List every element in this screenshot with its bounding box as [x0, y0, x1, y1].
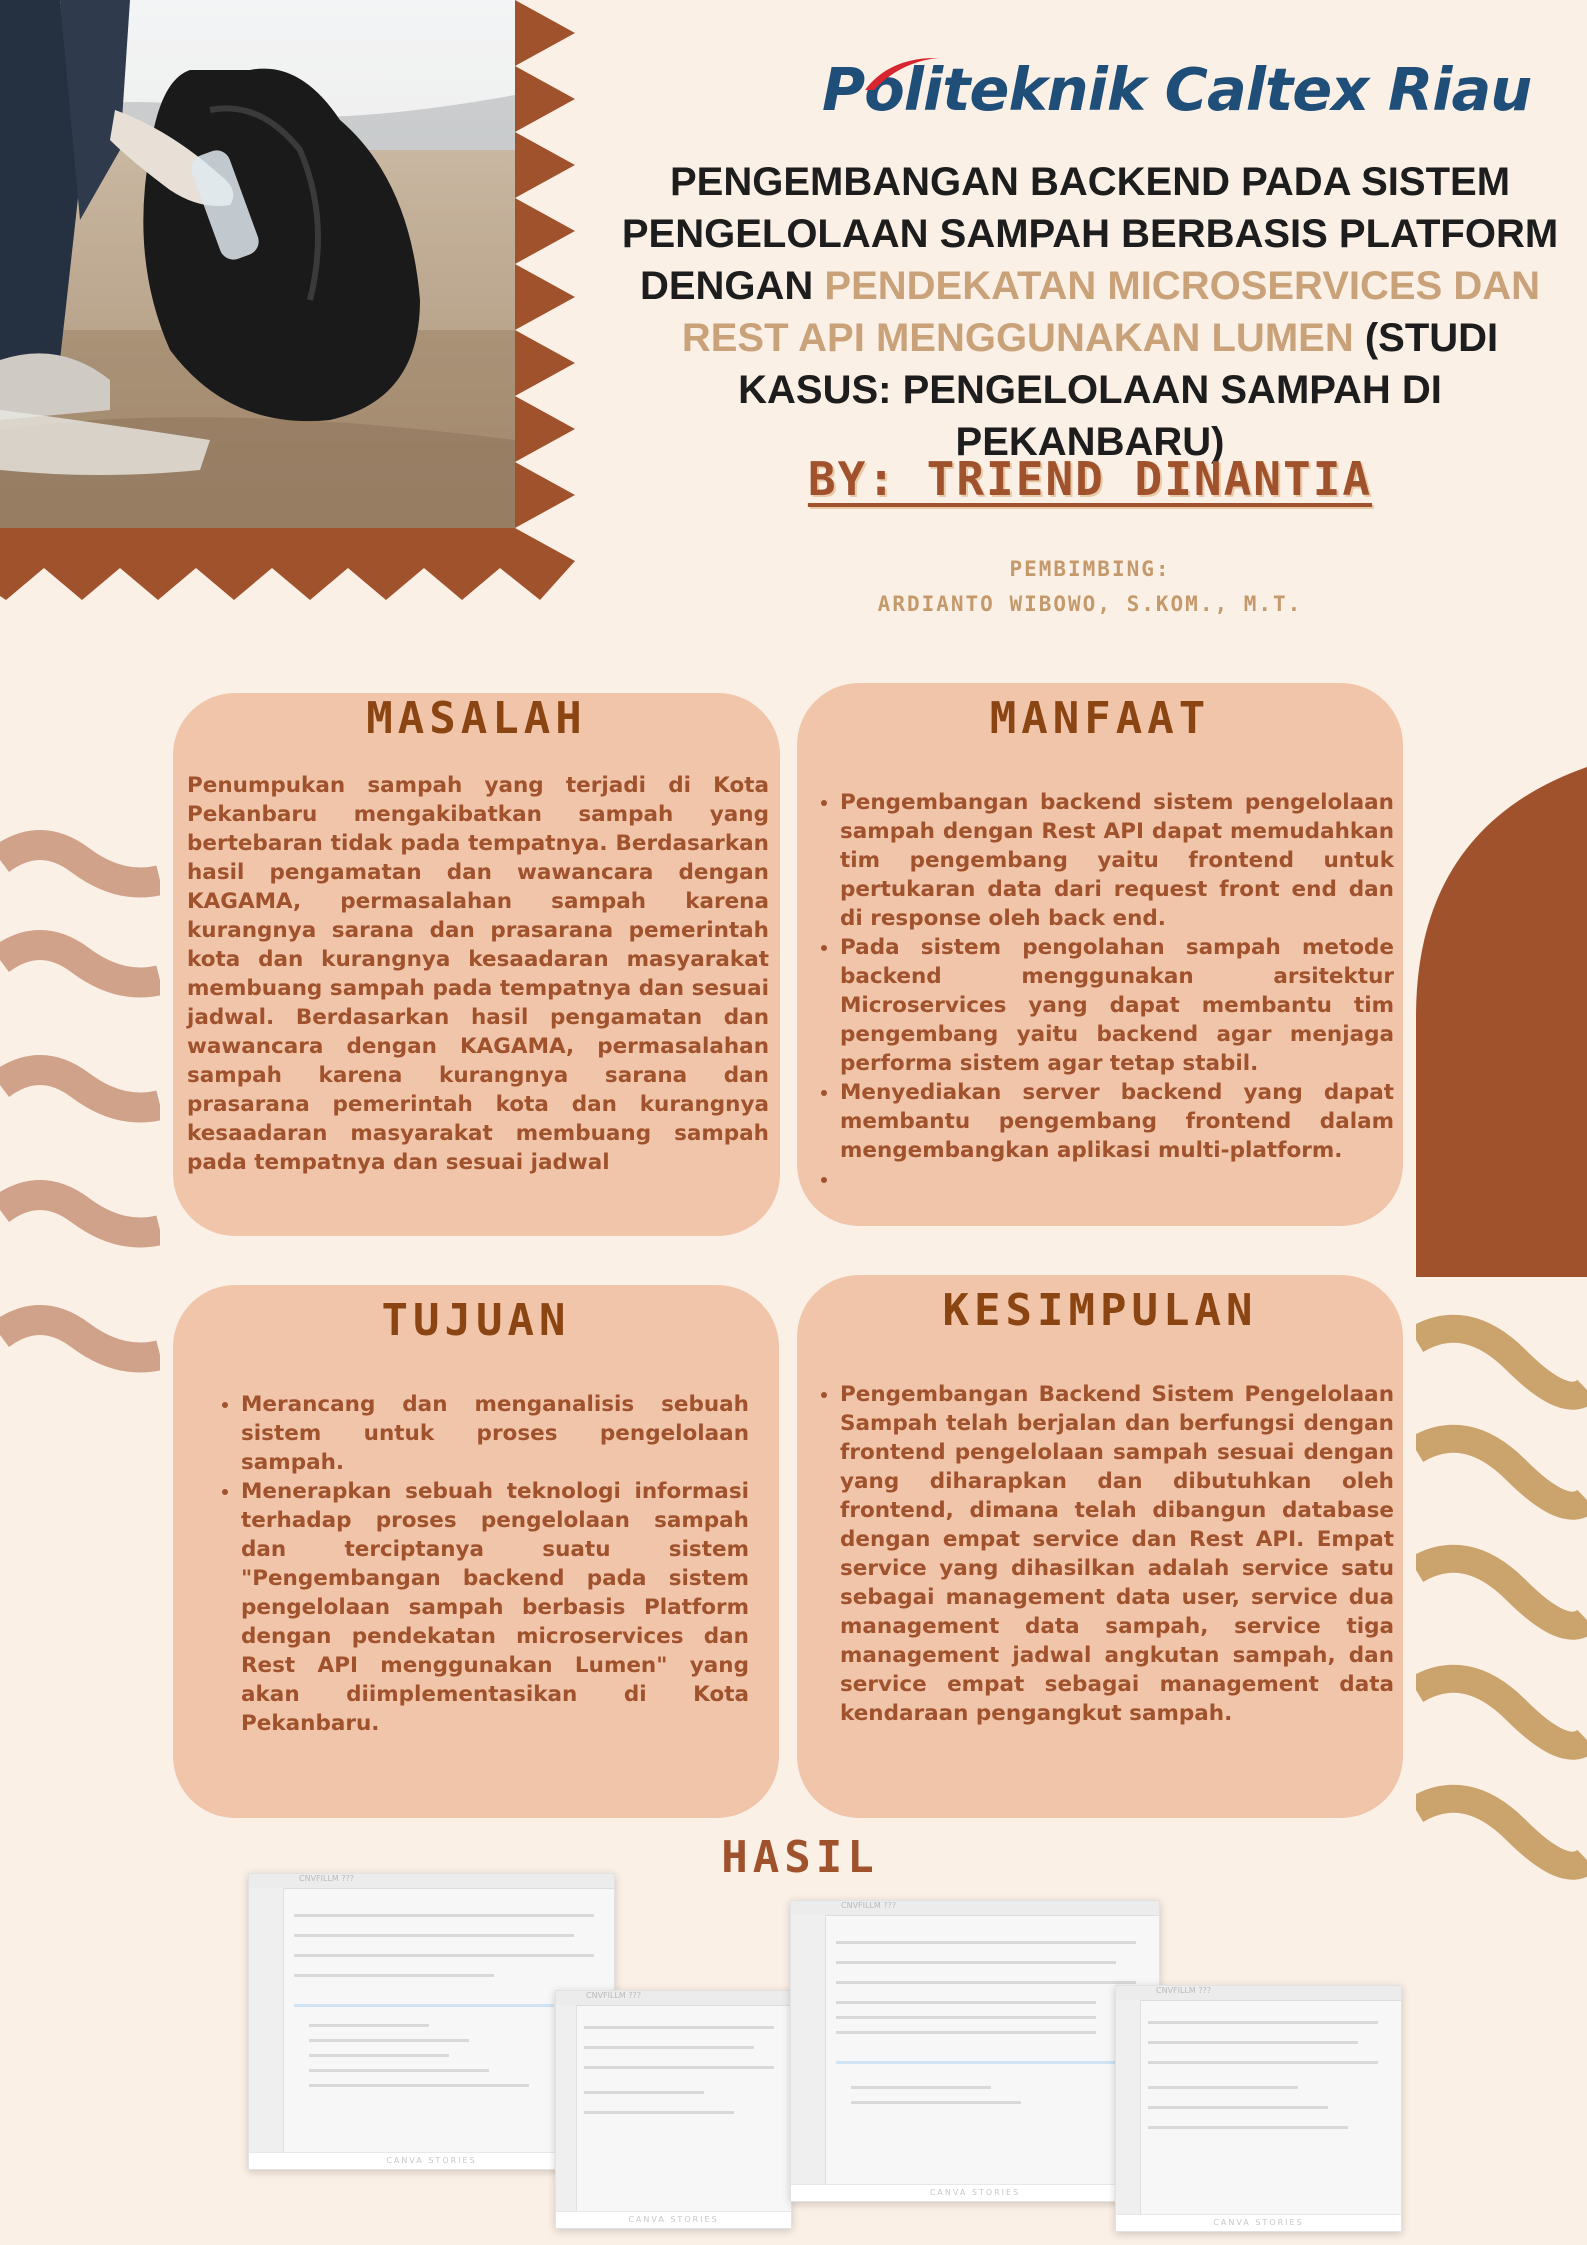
result-screenshot [790, 1900, 1160, 2202]
title-highlight: PENDEKATAN MICROSERVICES DAN REST API MENGGUNAKAN LUMEN [681, 264, 1541, 360]
hasil-heading: HASIL [721, 1832, 879, 1883]
list-item: • Menyediakan server backend yang dapat membantu pengembang frontend dalam mengembangkan aplikasi multi-platform. [840, 1078, 1394, 1165]
list-item: • Menerapkan sebuah teknologi informasi terhadap proses pengelolaan sampah dan terciptanya suatu sistem "Pengembangan backend pada sistem pengelolaan sampah berbasis Platform dengan pendekatan microservices dan Rest API menggunakan Lumen" yang akan diimplementasikan di Kota Pekanbaru. [241, 1477, 749, 1738]
screenshot-footer: CANVA STORIES [249, 2152, 614, 2169]
arch-decoration [1416, 767, 1587, 1277]
title-part1: PENGEMBANGAN BACKEND PADA SISTEM PENGELOLAAN SAMPAH BERBASIS PLATFORM DENGAN [621, 160, 1559, 308]
title-part2: (STUDI KASUS: PENGELOLAAN SAMPAH DI PEKANBARU) [738, 316, 1499, 464]
kesimpulan-list [816, 1380, 1394, 1728]
masalah-text: Penumpukan sampah yang terjadi di Kota Pekanbaru mengakibatkan sampah yang bertebaran tidak pada tempatnya. Berdasarkan hasil pengamatan dan wawancara dengan KAGAMA, permasalahan sampah karena kurangnya sarana dan prasarana pemerintah kota dan kurangnya kesaadaran masyarakat membuang sampah pada tempatnya dan sesuai jadwal. Berdasarkan hasil pengamatan dan wawancara dengan KAGAMA, permasalahan sampah karena kurangnya sarana dan prasarana pemerintah kota dan kurangnya kesaadaran masyarakat membuang sampah pada tempatnya dan sesuai jadwal [187, 773, 769, 1175]
manfaat-heading: MANFAAT [989, 693, 1211, 744]
screenshot-header: CNVFILLM ??? [791, 1901, 1159, 1916]
institution-logo: Politeknik Caltex Riau [822, 55, 1532, 124]
manfaat-card [797, 683, 1403, 1226]
screenshot-footer: CANVA STORIES [1116, 2214, 1401, 2231]
manfaat-list [816, 788, 1394, 1194]
kesimpulan-card [797, 1275, 1403, 1818]
screenshot-header: CNVFILLM ??? [1116, 1986, 1401, 2001]
result-screenshot [555, 1990, 792, 2229]
advisor-name: ARDIANTO WIBOWO, S.KOM., M.T. [877, 592, 1303, 616]
list-item: • Pengembangan Backend Sistem Pengelolaan Sampah telah berjalan dan berfungsi dengan frontend pengelolaan sampah sesuai dengan yang diharapkan dan dibutuhkan oleh frontend, dimana telah dibangun database dengan empat service dan Rest API. Empat service yang dihasilkan adalah service satu sebagai management data user, service dua management data sampah, service tiga management jadwal angkutan sampah, dan service empat sebagai management data kendaraan pengangkut sampah. [840, 1380, 1394, 1728]
list-item: • Merancang dan menganalisis sebuah sistem untuk proses pengelolaan sampah. [241, 1390, 749, 1477]
zigzag-border [0, 0, 580, 610]
tujuan-heading: TUJUAN [381, 1295, 571, 1346]
list-item [840, 1165, 1394, 1194]
author-name: BY: TRIEND DINANTIA [807, 452, 1373, 506]
tujuan-list [217, 1390, 749, 1738]
tujuan-card [173, 1285, 779, 1818]
screenshot-header: CNVFILLM ??? [556, 1991, 791, 2006]
masalah-heading: MASALAH [366, 693, 587, 744]
kesimpulan-heading: KESIMPULAN [942, 1285, 1258, 1336]
screenshot-footer: CANVA STORIES [791, 2184, 1159, 2201]
right-wave-decoration [1416, 1300, 1587, 1920]
masalah-card [173, 693, 780, 1236]
poster-title [600, 156, 1580, 468]
list-item: • Pengembangan backend sistem pengelolaan sampah dengan Rest API dapat memudahkan tim pengembang yaitu frontend untuk pertukaran data dari request front end dan di response oleh back end. [840, 788, 1394, 933]
result-screenshot [1115, 1985, 1402, 2232]
screenshot-footer: CANVA STORIES [556, 2211, 791, 2228]
logo-swoosh-icon [860, 52, 940, 92]
list-item: • Pada sistem pengolahan sampah metode backend menggunakan arsitektur Microservices yang dapat membantu tim pengembang yaitu backend agar menjaga performa sistem agar tetap stabil. [840, 933, 1394, 1078]
screenshot-header: CNVFILLM ??? [249, 1874, 614, 1889]
left-wave-decoration [0, 820, 160, 1440]
advisor-label: PEMBIMBING: [1009, 557, 1171, 581]
advisor-block [750, 552, 1430, 622]
